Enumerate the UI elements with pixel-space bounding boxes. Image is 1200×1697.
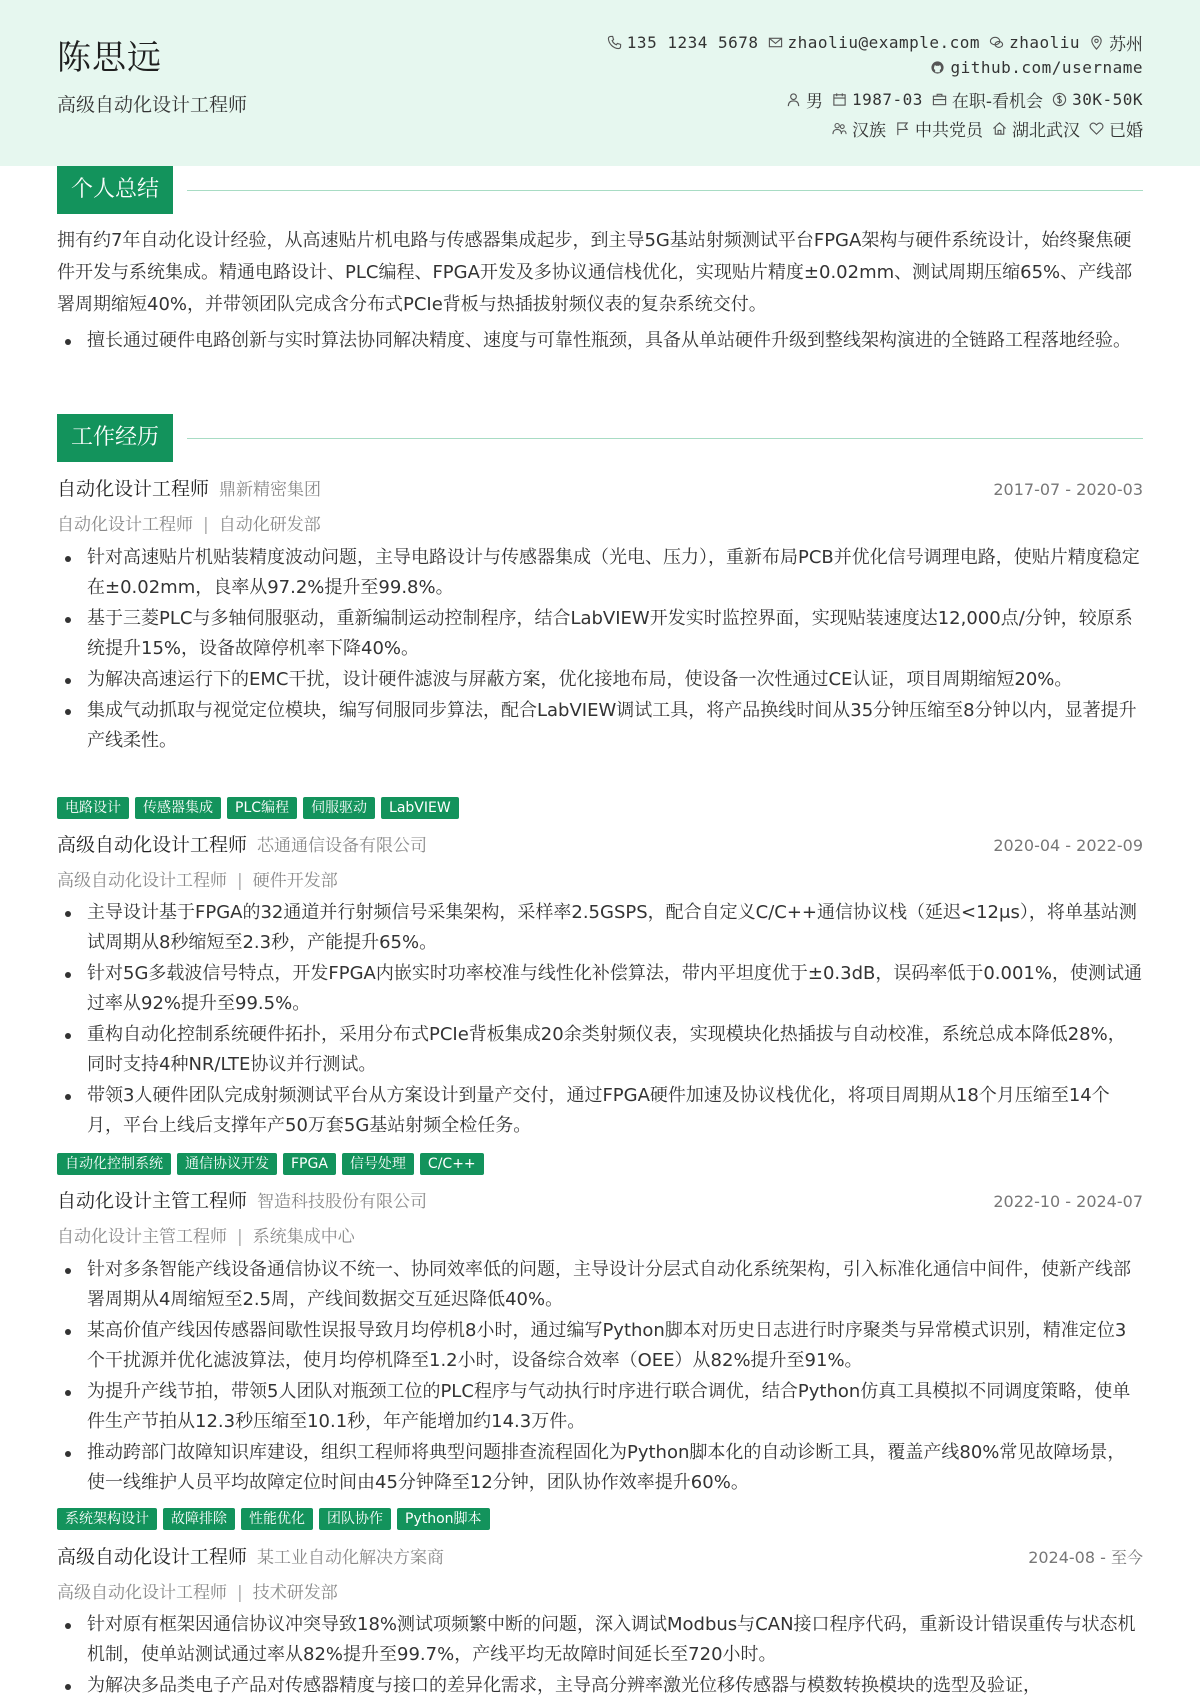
job-header <box>57 1186 1143 1214</box>
section-title-summary: 个人总结 <box>57 166 173 214</box>
job-subtitle <box>57 1222 355 1247</box>
person-icon <box>786 92 801 107</box>
summary-bullets <box>57 326 1143 357</box>
header <box>0 0 1200 166</box>
job-role: 高级自动化设计工程师 <box>57 834 248 856</box>
contact-row-3 <box>786 87 1143 112</box>
skill-tag: 通信协议开发 <box>177 1153 277 1175</box>
location-icon <box>1089 35 1104 50</box>
job-role: 自动化设计主管工程师 <box>57 1190 248 1212</box>
job-date: 2024-08 - 至今 <box>1028 1548 1143 1567</box>
heart-icon <box>1089 121 1104 136</box>
candidate-title: 高级自动化设计工程师 <box>57 94 248 116</box>
city: 苏州 <box>1109 35 1143 55</box>
job-position: 高级自动化设计工程师 <box>57 1583 227 1603</box>
job-department: 硬件开发部 <box>252 871 338 891</box>
job-date: 2020-04 - 2022-09 <box>993 836 1143 855</box>
skill-tags <box>57 1508 490 1530</box>
list-item: 推动跨部门故障知识库建设，组织工程师将典型问题排查流程固化为Python脚本化的自动诊断工具，覆盖产线80%常见故障场景，使一线维护人员平均故障定位时间由45分钟降至12分钟，团队协作效率提升60%。 <box>57 1438 1143 1498</box>
skill-tag: 信号处理 <box>342 1153 414 1175</box>
email-link[interactable]: zhaoliu@example.com <box>787 33 981 52</box>
job-bullets <box>57 898 1143 1142</box>
candidate-name: 陈思远 <box>57 38 162 78</box>
job-department: 自动化研发部 <box>218 515 321 535</box>
job-company: 鼎新精密集团 <box>219 480 322 500</box>
job-status: 在职-看机会 <box>951 92 1044 112</box>
job-subtitle <box>57 866 338 891</box>
list-item: 针对原有框架因通信协议冲突导致18%测试项频繁中断的问题，深入调试Modbus与CAN接口程序代码，重新设计错误重传与状态机机制，使单站测试通过率从82%提升至99.7%，产线平均无故障时间延长至720小时。 <box>57 1610 1143 1670</box>
salary-icon <box>1052 92 1067 107</box>
skill-tag: Python脚本 <box>397 1508 490 1530</box>
separator: | <box>237 1227 243 1247</box>
skill-tag: FPGA <box>283 1153 336 1175</box>
list-item: 针对多条智能产线设备通信协议不统一、协同效率低的问题，主导设计分层式自动化系统架构，引入标准化通信中间件，使新产线部署周期从4周缩短至2.5周，产线间数据交互延迟降低40%。 <box>57 1255 1143 1315</box>
gender: 男 <box>805 92 823 112</box>
job-company: 某工业自动化解决方案商 <box>257 1548 445 1568</box>
job-department: 技术研发部 <box>252 1583 338 1603</box>
briefcase-icon <box>932 92 947 107</box>
skill-tag: 性能优化 <box>241 1508 313 1530</box>
skill-tag: 故障排除 <box>163 1508 235 1530</box>
job-role: 自动化设计工程师 <box>57 478 210 500</box>
job-date: 2022-10 - 2024-07 <box>993 1192 1143 1211</box>
salary-range: 30K-50K <box>1072 90 1143 109</box>
list-item: 为解决多品类电子产品对传感器精度与接口的差异化需求，主导高分辨率激光位移传感器与模数转换模块的选型及验证， <box>57 1671 1143 1697</box>
calendar-icon <box>832 92 847 107</box>
contact-row-2 <box>930 58 1143 77</box>
skill-tag: 伺服驱动 <box>303 797 375 819</box>
job-header <box>57 830 1143 858</box>
separator: | <box>237 871 243 891</box>
skill-tag: PLC编程 <box>227 797 297 819</box>
wechat-icon <box>989 35 1004 50</box>
section-experience-header <box>57 414 1143 462</box>
list-item: 集成气动抓取与视觉定位模块，编写伺服同步算法，配合LabVIEW调试工具，将产品换线时间从35分钟压缩至8分钟以内，显著提升产线柔性。 <box>57 696 1143 756</box>
phone-icon <box>607 35 622 50</box>
home-icon <box>992 121 1007 136</box>
job-bullets <box>57 1255 1143 1499</box>
political-status: 中共党员 <box>915 121 983 141</box>
divider <box>187 190 1143 191</box>
skill-tag: 系统架构设计 <box>57 1508 157 1530</box>
skill-tag: 自动化控制系统 <box>57 1153 171 1175</box>
list-item: 为解决高速运行下的EMC干扰，设计硬件滤波与屏蔽方案，优化接地布局，使设备一次性通过CE认证，项目周期缩短20%。 <box>57 665 1143 695</box>
job-department: 系统集成中心 <box>252 1227 355 1247</box>
phone-number[interactable]: 135 1234 5678 <box>626 33 759 52</box>
list-item: 针对高速贴片机贴装精度波动问题，主导电路设计与传感器集成（光电、压力），重新布局PCB并优化信号调理电路，使贴片精度稳定在±0.02mm，良率从97.2%提升至99.8%。 <box>57 543 1143 603</box>
github-link[interactable]: github.com/username <box>950 58 1143 77</box>
people-icon <box>832 121 847 136</box>
job-date: 2017-07 - 2020-03 <box>993 480 1143 499</box>
list-item: 主导设计基于FPGA的32通道并行射频信号采集架构，采样率2.5GSPS，配合自定义C/C++通信协议栈（延迟<12μs），将单基站测试周期从8秒缩短至2.3秒，产能提升65%。 <box>57 898 1143 958</box>
job-subtitle <box>57 510 321 535</box>
list-item: 基于三菱PLC与多轴伺服驱动，重新编制运动控制程序，结合LabVIEW开发实时监控界面，实现贴装速度达12,000点/分钟，较原系统提升15%，设备故障停机率下降40%。 <box>57 604 1143 664</box>
list-item: 为提升产线节拍，带领5人团队对瓶颈工位的PLC程序与气动执行时序进行联合调优，结合Python仿真工具模拟不同调度策略，使单件生产节拍从12.3秒压缩至10.1秒，年产能增加约14.3万件。 <box>57 1377 1143 1437</box>
skill-tag: 团队协作 <box>319 1508 391 1530</box>
job-position: 高级自动化设计工程师 <box>57 871 227 891</box>
hometown: 湖北武汉 <box>1012 121 1080 141</box>
mail-icon <box>768 35 783 50</box>
list-item: 重构自动化控制系统硬件拓扑，采用分布式PCIe背板集成20余类射频仪表，实现模块化热插拔与自动校准，系统总成本降低28%，同时支持4种NR/LTE协议并行测试。 <box>57 1020 1143 1080</box>
job-header <box>57 474 1143 502</box>
section-summary-header <box>57 166 1143 214</box>
contact-row-1 <box>607 30 1143 55</box>
marital-status: 已婚 <box>1109 121 1143 141</box>
ethnicity: 汉族 <box>852 121 886 141</box>
skill-tag: 传感器集成 <box>135 797 221 819</box>
section-title-experience: 工作经历 <box>57 414 173 462</box>
birth-date: 1987-03 <box>851 90 923 109</box>
summary-text: 拥有约7年自动化设计经验，从高速贴片机电路与传感器集成起步，到主导5G基站射频测试平台FPGA架构与硬件系统设计，始终聚焦硬件开发与系统集成。精通电路设计、PLC编程、FPGA开发及多协议通信栈优化，实现贴片精度±0.02mm、测试周期压缩65%、产线部署周期缩短40%，并带领团队完成含分布式PCIe背板与热插拔射频仪表的复杂系统交付。 <box>57 230 1133 315</box>
wechat-id: zhaoliu <box>1009 33 1080 52</box>
job-position: 自动化设计工程师 <box>57 515 193 535</box>
job-header <box>57 1542 1143 1570</box>
job-bullets <box>57 1610 1143 1697</box>
list-item: 擅长通过硬件电路创新与实时算法协同解决精度、速度与可靠性瓶颈，具备从单站硬件升级到整线架构演进的全链路工程落地经验。 <box>57 326 1143 356</box>
skill-tag: 电路设计 <box>57 797 129 819</box>
skill-tags <box>57 1153 484 1175</box>
skill-tags <box>57 797 459 819</box>
contact-row-4 <box>832 116 1143 141</box>
list-item: 某高价值产线因传感器间歇性误报导致月均停机8小时，通过编写Python脚本对历史日志进行时序聚类与异常模式识别，精准定位3个干扰源并优化滤波算法，使月均停机降至1.2小时，设备综合效率（OEE）从82%提升至91%。 <box>57 1316 1143 1376</box>
divider <box>187 438 1143 439</box>
separator: | <box>203 515 209 535</box>
separator: | <box>237 1583 243 1603</box>
job-position: 自动化设计主管工程师 <box>57 1227 227 1247</box>
job-company: 智造科技股份有限公司 <box>257 1192 428 1212</box>
github-icon <box>930 60 945 75</box>
list-item: 带领3人硬件团队完成射频测试平台从方案设计到量产交付，通过FPGA硬件加速及协议栈优化，将项目周期从18个月压缩至14个月，平台上线后支撑年产50万套5G基站射频全检任务。 <box>57 1081 1143 1141</box>
job-bullets <box>57 543 1143 757</box>
job-role: 高级自动化设计工程师 <box>57 1546 248 1568</box>
skill-tag: C/C++ <box>420 1153 484 1175</box>
job-subtitle <box>57 1578 338 1603</box>
skill-tag: LabVIEW <box>381 797 459 819</box>
list-item: 针对5G多载波信号特点，开发FPGA内嵌实时功率校准与线性化补偿算法，带内平坦度优于±0.3dB，误码率低于0.001%，使测试通过率从92%提升至99.5%。 <box>57 959 1143 1019</box>
job-company: 芯通通信设备有限公司 <box>257 836 428 856</box>
flag-icon <box>895 121 910 136</box>
